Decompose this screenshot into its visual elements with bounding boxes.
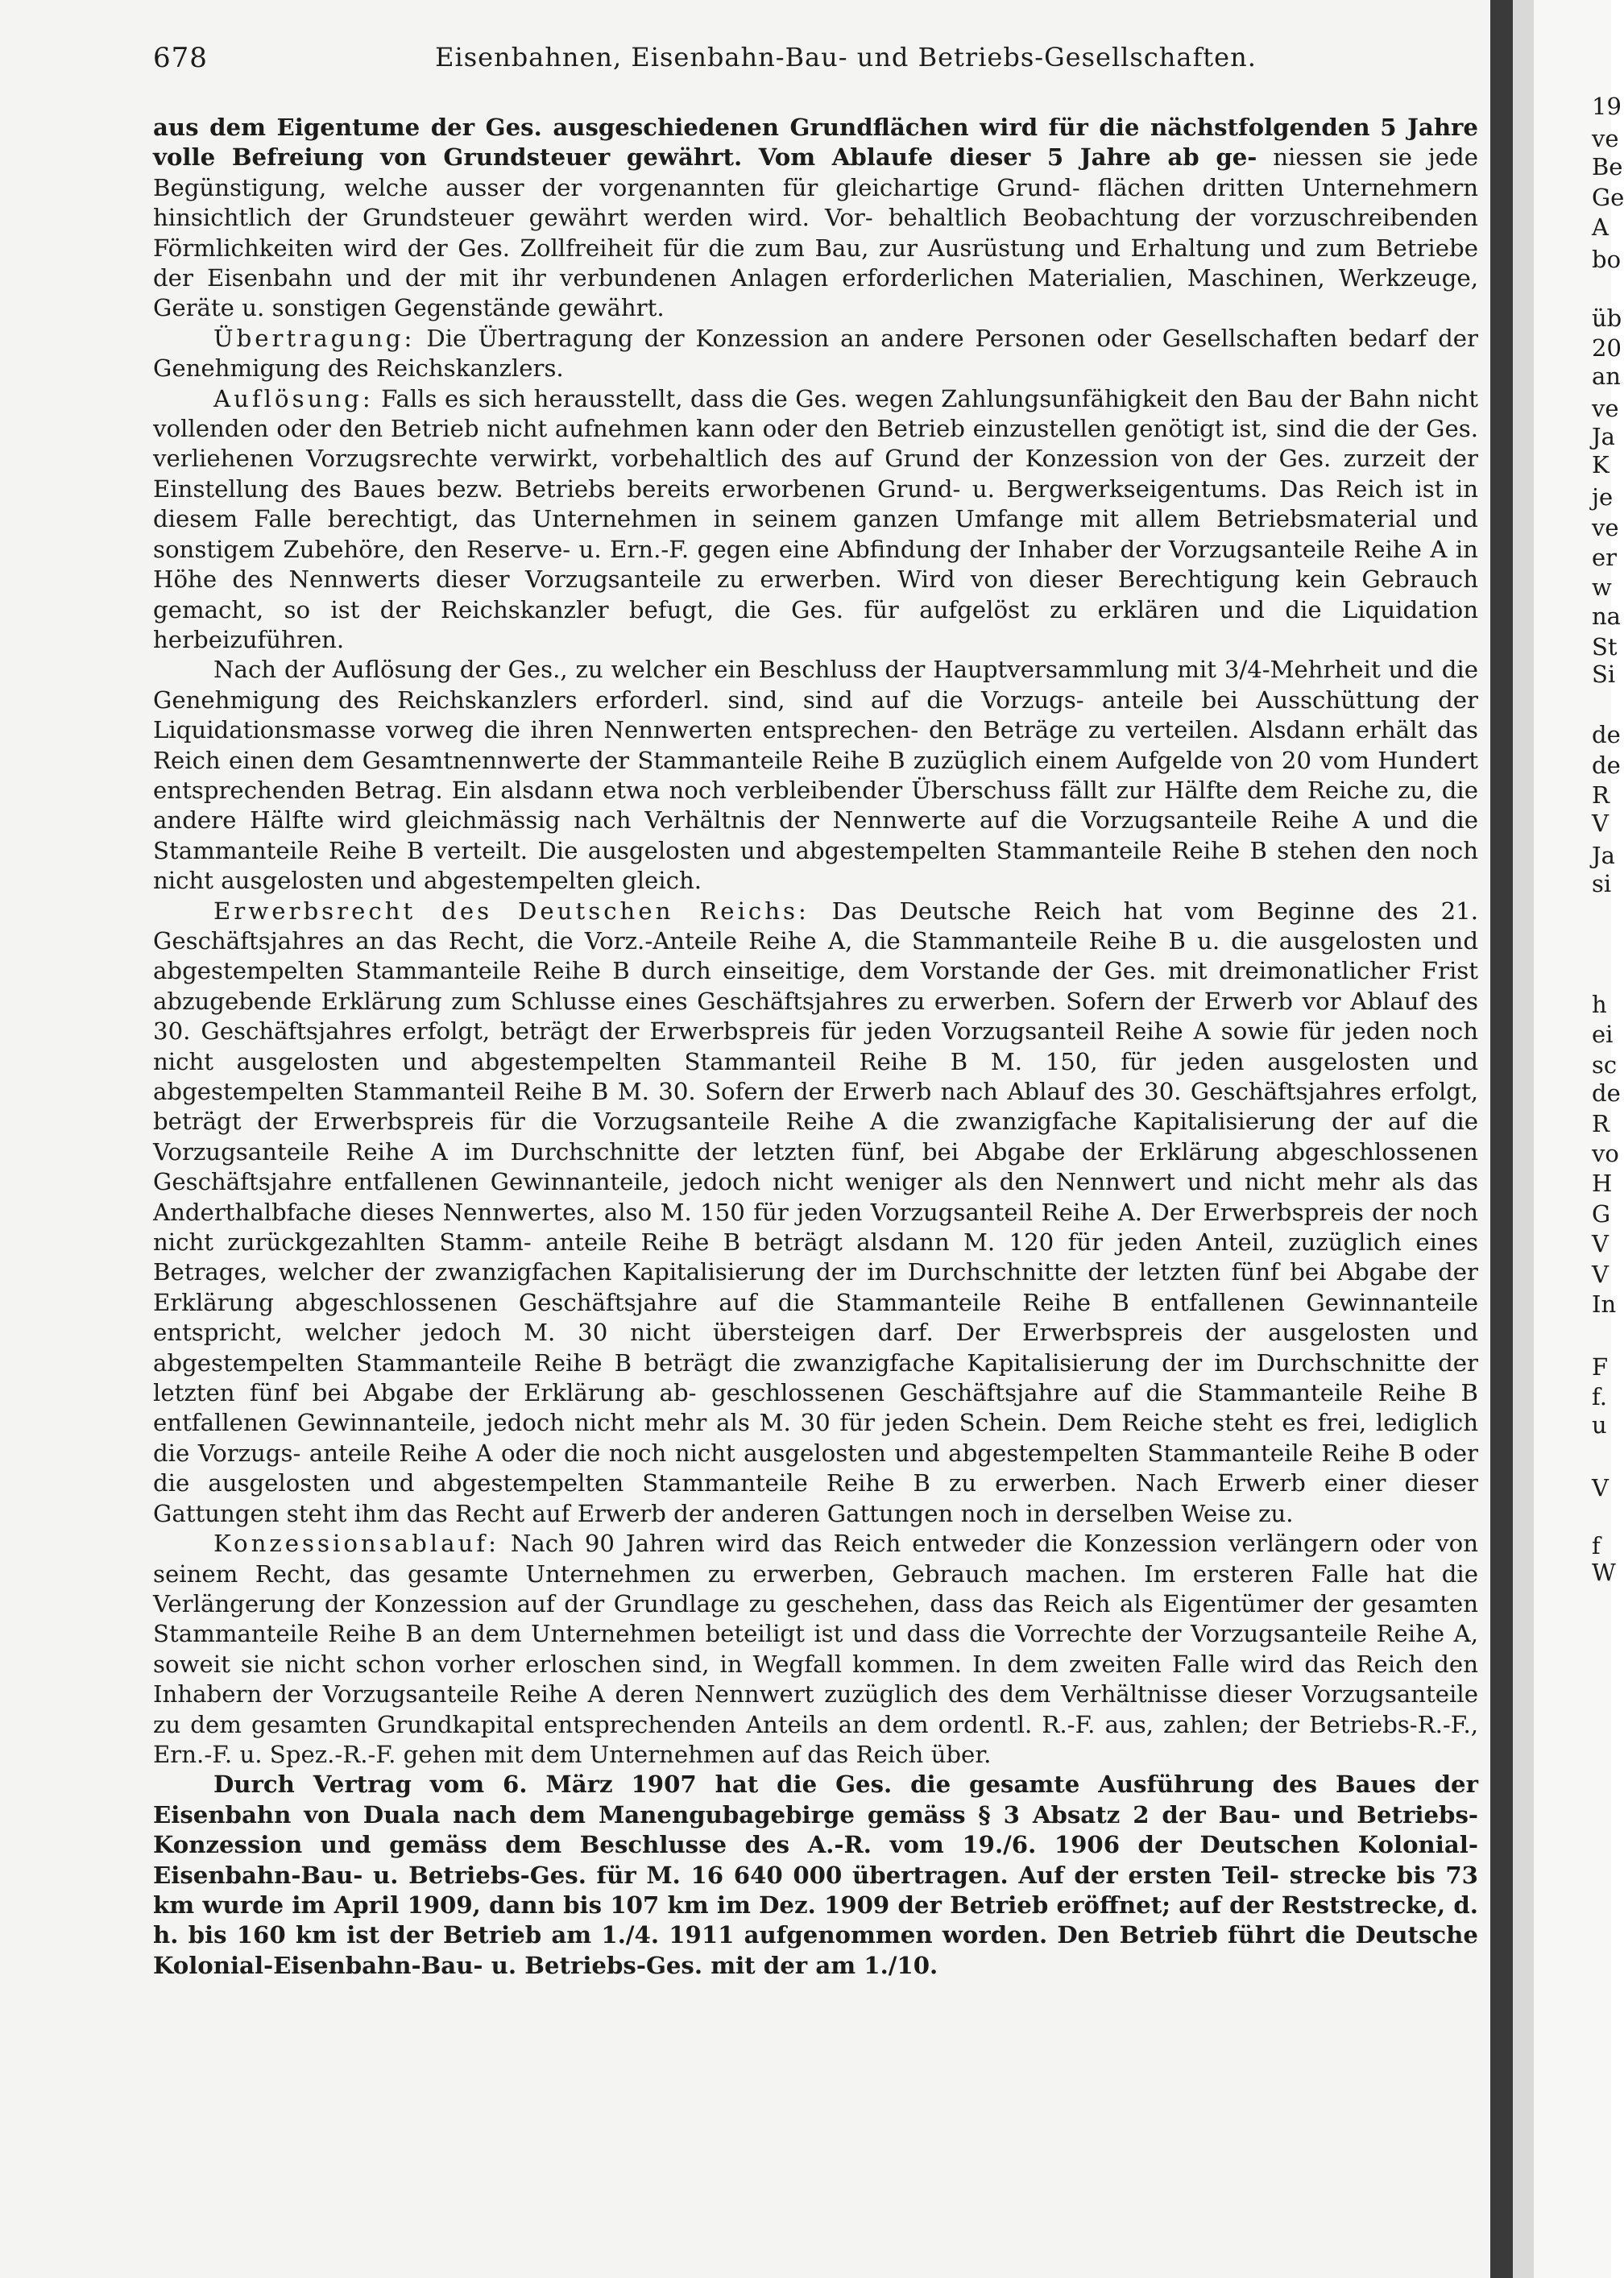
running-head: Eisenbahnen, Eisenbahn-Bau- und Betriebs-Gesellschaften. bbox=[435, 42, 1257, 72]
text-line: Stammanteil Reihe B M. 30. Sofern der Erwerb nach Ablauf des 30. Geschäftsjahres erfolgt, bbox=[353, 1078, 1478, 1105]
text-line: zu erklären und die Liquidation herbeizuführen. bbox=[153, 595, 1478, 653]
paragraph bbox=[153, 1770, 1478, 1981]
text-line: Ges. mit dreimonatlicher Frist abzugebende Erklärung zum Schlusse eines Geschäftsjahres bbox=[153, 957, 1478, 1015]
section-lead: Konzessionsablauf: bbox=[213, 1530, 499, 1558]
text-line: Durch Vertrag vom 6. März 1907 hat die Ges. die gesamte Ausführung des Baues der bbox=[213, 1771, 1478, 1799]
adjacent-page-fragment: R bbox=[1592, 781, 1610, 809]
text-line: Den Betrieb führt die Deutsche Kolonial-Eisenbahn-Bau- u. Betriebs-Ges. mit der am 1./10. bbox=[153, 1921, 1478, 1979]
text-line: einer dieser Gattungen steht ihm das Recht auf Erwerb der anderen Gattungen noch in bbox=[153, 1469, 1479, 1527]
text-line: zahlen; der Betriebs-R.-F., Ern.-F. u. Spez.-R.-F. gehen mit dem Unternehmen auf das Reich über. bbox=[153, 1710, 1478, 1768]
page-header bbox=[153, 42, 1474, 82]
text-line: derselben Weise zu. bbox=[1055, 1499, 1294, 1527]
adjacent-page-fragment: G bbox=[1592, 1200, 1611, 1228]
adjacent-page-fragment: u bbox=[1592, 1411, 1607, 1439]
text-line: Zubehöre, den Reserve- u. Ern.-F. gegen eine Abfindung der Inhaber der Vorzugsanteile bbox=[283, 535, 1345, 563]
text-line: Inhabern der Vorzugsanteile Reihe A deren Nennwert zuzüglich des dem Verhältnisse dieser bbox=[153, 1680, 1292, 1708]
text-line: das Unternehmen in seinem ganzen Umfange mit allem Betriebsmaterial und sonstigem bbox=[153, 505, 1478, 563]
text-line: das Reich als Eigentümer der gesamten Stammanteile Reihe B an dem Unternehmen bbox=[153, 1589, 1478, 1648]
text-line: oder die ausgelosten und abgestempelten Stammanteile Reihe B zu erwerben. Nach Erwerb bbox=[153, 1439, 1478, 1497]
text-line: beträgt der Erwerbspreis für die Vorzugsanteile Reihe A die zwanzigfache Kapitalisierung bbox=[153, 1108, 1316, 1136]
paragraph bbox=[153, 113, 1478, 324]
paragraph bbox=[153, 384, 1478, 656]
text-line: anteile bei Ausschüttung der Liquidationsmasse vorweg die ihren Nennwerten entsprechen- bbox=[153, 685, 1479, 744]
adjacent-page-fragment: f. bbox=[1592, 1383, 1607, 1410]
adjacent-page-fragment: si bbox=[1592, 870, 1612, 897]
text-line: Gewinnanteile entspricht, welcher jedoch M. 30 nicht übersteigen darf. Der Erwerbspreis bbox=[153, 1288, 1478, 1347]
text-line: Kapitalisierung der im Durchschnitte der letzten fünf bei Abgabe der Erklärung ab- bbox=[153, 1348, 1479, 1407]
adjacent-page-fragment: V bbox=[1592, 1261, 1609, 1288]
adjacent-page-fragment: H bbox=[1592, 1170, 1613, 1197]
text-line: des auf Grund der Konzession von der Ges. zurzeit der Einstellung des Baues bezw. Betriebs bbox=[153, 445, 1478, 503]
section-lead: Auflösung: bbox=[213, 384, 374, 412]
adjacent-page-fragment: V bbox=[1592, 1474, 1609, 1501]
adjacent-page-fragment: K bbox=[1592, 451, 1610, 478]
text-line: flächen dritten Unternehmern hinsichtlich der Grundsteuer gewährt werden wird. Vor- bbox=[153, 173, 1478, 232]
text-line: ersteren Falle hat die Verlängerung der Konzession auf der Grundlage zu geschehen, dass bbox=[153, 1559, 1479, 1617]
adjacent-page-fragment: Be bbox=[1592, 153, 1623, 180]
text-line: Das Deutsche Reich hat vom Beginne des bbox=[809, 897, 1419, 925]
adjacent-page-fragment: sc bbox=[1592, 1051, 1618, 1079]
text-line: behaltlich Beobachtung der vorzuschreibenden Förmlichkeiten wird der Ges. Zollfreiheit für bbox=[153, 204, 1478, 262]
adjacent-page-fragment: bo bbox=[1592, 246, 1622, 273]
adjacent-page-fragment: w bbox=[1592, 574, 1612, 601]
text-line: 3/4-Mehrheit und die Genehmigung des Reichskanzlers erforderl. sind, sind auf die Vorzugs- bbox=[153, 656, 1478, 714]
page-gutter-shadow bbox=[1490, 0, 1513, 2278]
adjacent-page-fragment: F bbox=[1592, 1353, 1609, 1381]
text-line: geschlossenen Geschäftsjahre auf die Stammanteile Reihe B entfallenen Gewinnanteile, jedoch bbox=[153, 1379, 1479, 1437]
text-line: der ausgelosten und abgestempelten Stammanteile Reihe B beträgt die zwanzigfache bbox=[153, 1319, 1478, 1377]
adjacent-page-fragment: Ge bbox=[1592, 184, 1624, 211]
text-line: aus dem Eigentume der Ges. ausgeschiedenen Grundflächen wird für die nächstfolgenden bbox=[153, 114, 1370, 141]
text-line: Nach 90 Jahren wird das Reich entweder die Konzession verlängern bbox=[499, 1530, 1359, 1558]
text-line: niessen sie jede Begünstigung, welche ausser der vorgenannten für gleichartige Grund- bbox=[153, 143, 1479, 201]
paragraph bbox=[153, 897, 1478, 1530]
adjacent-page-fragment: vo bbox=[1592, 1140, 1619, 1167]
text-line: die andere Hälfte wird gleichmässig nach Verhältnis der Nennwerte auf die Vorzugsanteile bbox=[153, 776, 1479, 835]
adjacent-page-fragment: V bbox=[1592, 1230, 1609, 1257]
text-line: der auf die Vorzugsanteile Reihe A im Durchschnitte der letzten fünf, bei Abgabe der bbox=[153, 1108, 1478, 1166]
text-line: Betriebs-Konzession und gemäss dem Beschlusse des A.-R. vom 19./6. 1906 der Deutschen bbox=[153, 1800, 1478, 1859]
adjacent-page-fragment: de bbox=[1592, 721, 1621, 748]
adjacent-page-fragment: V bbox=[1592, 810, 1609, 837]
text-line: Erklärung abgeschlossenen Geschäftsjahre entfallenen Gewinnanteile, jedoch nicht weniger bbox=[153, 1137, 1478, 1196]
text-line: der zwanzigfachen Kapitalisierung der im Durchschnitte der letzten fünf bei Abgabe bbox=[383, 1258, 1427, 1286]
section-lead: Erwerbsrecht des Deutschen Reichs: bbox=[213, 897, 810, 925]
text-line: bedarf der Genehmigung des Reichskanzlers. bbox=[153, 324, 1478, 383]
adjacent-page-fragment: A bbox=[1592, 213, 1609, 241]
adjacent-page-fragment: üb bbox=[1592, 304, 1622, 332]
adjacent-page-fragment: Ja bbox=[1592, 423, 1615, 450]
text-line: Berechtigung kein Gebrauch gemacht, so ist der Reichskanzler befugt, die Ges. für aufgelöst bbox=[153, 565, 1478, 623]
adjacent-page-edge bbox=[1534, 0, 1624, 2278]
adjacent-page-fragment: Si bbox=[1592, 661, 1616, 688]
text-line: die zum Bau, zur Ausrüstung und Erhaltung und zum Betriebe der Eisenbahn und der bbox=[153, 234, 1478, 292]
adjacent-page-fragment: R bbox=[1592, 1110, 1610, 1137]
adjacent-page-fragment: ve bbox=[1592, 514, 1619, 541]
body-text bbox=[153, 113, 1478, 1981]
text-line: Kolonial-Eisenbahn-Bau- u. Betriebs-Ges. für M. 16 640 000 übertragen. Auf der ersten Teil- bbox=[153, 1831, 1478, 1889]
text-line: anteile Reihe B beträgt alsdann M. 120 für jeden Anteil, zuzüglich eines Betrages, welcher bbox=[153, 1228, 1478, 1286]
text-line: einzustellen genötigt ist, sind die der Ges. verliehenen Vorzugsrechte verwirkt, vorbehaltlich bbox=[153, 415, 1479, 473]
adjacent-page-fragment: ei bbox=[1592, 1021, 1614, 1048]
adjacent-page-fragment: St bbox=[1592, 633, 1618, 661]
paragraph bbox=[153, 324, 1478, 384]
text-line: als den Nennwert und nicht mehr als das Anderthalbfache dieses Nennwertes, also M. 150 bbox=[153, 1168, 1478, 1226]
text-line: abgestempelten Stammanteil Reihe B M. 150, für jeden ausgelosten und abgestempelten bbox=[153, 1047, 1478, 1105]
adjacent-page-fragment: ve bbox=[1592, 395, 1619, 422]
text-line: der Erklärung abgeschlossenen Geschäftsjahre auf die Stammanteile Reihe B entfallenen bbox=[153, 1258, 1478, 1316]
text-line: sonstigen Gegenstände gewährt. bbox=[271, 294, 665, 322]
paragraph bbox=[153, 1529, 1478, 1770]
page-number: 678 bbox=[153, 42, 208, 74]
adjacent-page-fragment: de bbox=[1592, 752, 1621, 779]
text-line: oder von seinem Recht, das gesamte Unternehmen zu erwerben, Gebrauch machen. Im bbox=[153, 1530, 1479, 1588]
text-line: mit ihr verbundenen Anlagen erforderlichen Materialien, Maschinen, Werkzeuge, Geräte u. bbox=[153, 264, 1479, 322]
text-line: beteiligt ist und dass die Vorrechte der Vorzugsanteile Reihe A, soweit sie nicht schon bbox=[153, 1620, 1479, 1678]
text-line: nicht mehr als M. 30 für jeden Schein. Dem Reiche steht es frei, lediglich die Vorzugs- bbox=[153, 1409, 1478, 1467]
adjacent-page-fragment: W bbox=[1592, 1559, 1616, 1586]
text-line: Nach der Auflösung der Ges., zu welcher ein Beschluss der Hauptversammlung mit bbox=[213, 656, 1216, 684]
text-line: strecke bis 73 km wurde im April 1909, dann bis 107 km im Dez. 1909 der Betrieb eröffnet; bbox=[153, 1861, 1478, 1919]
paragraph bbox=[153, 655, 1478, 896]
adjacent-page-fragment: er bbox=[1592, 544, 1618, 571]
text-line: Stammanteile Reihe B stehen den noch nicht ausgelosten und abgestempelten gleich. bbox=[153, 836, 1479, 895]
text-line: auf der Reststrecke, d. h. bis 160 km ist der Betrieb am 1./4. 1911 aufgenommen worden. bbox=[153, 1891, 1478, 1949]
adjacent-page-fragment: f bbox=[1592, 1532, 1601, 1559]
page-gutter bbox=[1513, 0, 1534, 2278]
adjacent-page-fragment: an bbox=[1592, 362, 1621, 390]
adjacent-page-fragment: 20 bbox=[1592, 334, 1622, 362]
adjacent-page-fragment: Ja bbox=[1592, 842, 1615, 869]
text-line: Stammanteile Reihe B zuzüglich einem Aufgelde von 20 vom Hundert entsprechenden bbox=[153, 746, 1478, 804]
adjacent-page-fragment: In bbox=[1592, 1290, 1617, 1318]
adjacent-page-fragment: 19 bbox=[1592, 93, 1622, 120]
text-line: Eisenbahn von Duala nach dem Manengubagebirge gemäss § 3 Absatz 2 der Bau- und bbox=[153, 1800, 1344, 1829]
text-line: ausgelosten und abgestempelten Stammanteile Reihe B durch einseitige, dem Vorstande der bbox=[153, 926, 1478, 985]
section-lead: Übertragung: bbox=[213, 324, 416, 352]
adjacent-page-fragment: ve bbox=[1592, 125, 1619, 152]
text-line: Erwerbspreis für jeden Vorzugsanteil Reihe A sowie für jeden noch nicht ausgelosten und bbox=[153, 1017, 1479, 1075]
text-line: Bau der Bahn nicht vollenden oder den Betrieb nicht aufnehmen kann oder den Betrieb bbox=[153, 384, 1478, 443]
text-line: Die Übertragung der Konzession an andere Personen oder Gesellschaften bbox=[415, 324, 1338, 352]
text-line: bereits erworbenen Grund- u. Bergwerkseigentums. Das Reich ist in diesem Falle berechtigt, bbox=[153, 474, 1478, 533]
text-line: Falls es sich herausstellt, dass die Ges. wegen Zahlungsunfähigkeit den bbox=[373, 384, 1240, 412]
text-line: den Beträge zu verteilen. Alsdann erhält das Reich einen dem Gesamtnennwerte der bbox=[153, 716, 1478, 774]
adjacent-page-fragment: de bbox=[1592, 1079, 1621, 1107]
adjacent-page-fragment: h bbox=[1592, 991, 1607, 1018]
text-line: für jeden Vorzugsanteil Reihe A. Der Erwerbspreis der noch nicht zurückgezahlten Stamm- bbox=[153, 1198, 1478, 1257]
text-line: Reihe A und die Stammanteile Reihe B verteilt. Die ausgelosten und abgestempelten bbox=[153, 806, 1478, 864]
text-line: vorher erloschen sind, in Wegfall kommen. In dem zweiten Falle wird das Reich den bbox=[436, 1650, 1478, 1678]
adjacent-page-fragment: na bbox=[1592, 603, 1621, 630]
text-line: anteile Reihe A oder die noch nicht ausgelosten und abgestempelten Stammanteile Reihe B bbox=[309, 1439, 1416, 1467]
text-line: Reihe A in Höhe des Nennwerts dieser Vorzugsanteile zu erwerben. Wird von dieser bbox=[153, 535, 1478, 594]
text-line: 21. Geschäftsjahres an das Recht, die Vorz.-Anteile Reihe A, die Stammanteile Reihe B u. die bbox=[153, 897, 1479, 955]
text-line: 5 Jahre volle Befreiung von Grundsteuer gewährt. Vom Ablaufe dieser 5 Jahre ab ge- bbox=[153, 114, 1478, 172]
text-line: Vorzugsanteile zu dem gesamten Grundkapital entsprechenden Anteils an dem ordentl. R.-F. aus, bbox=[153, 1680, 1478, 1738]
text-line: zu erwerben. Sofern der Erwerb vor Ablauf des 30. Geschäftsjahres erfolgt, beträgt der bbox=[153, 987, 1479, 1046]
adjacent-page-fragment: je bbox=[1592, 483, 1614, 511]
text-line: Betrag. Ein alsdann etwa noch verbleibender Überschuss fällt zur Hälfte dem Reiche zu, bbox=[354, 776, 1433, 804]
